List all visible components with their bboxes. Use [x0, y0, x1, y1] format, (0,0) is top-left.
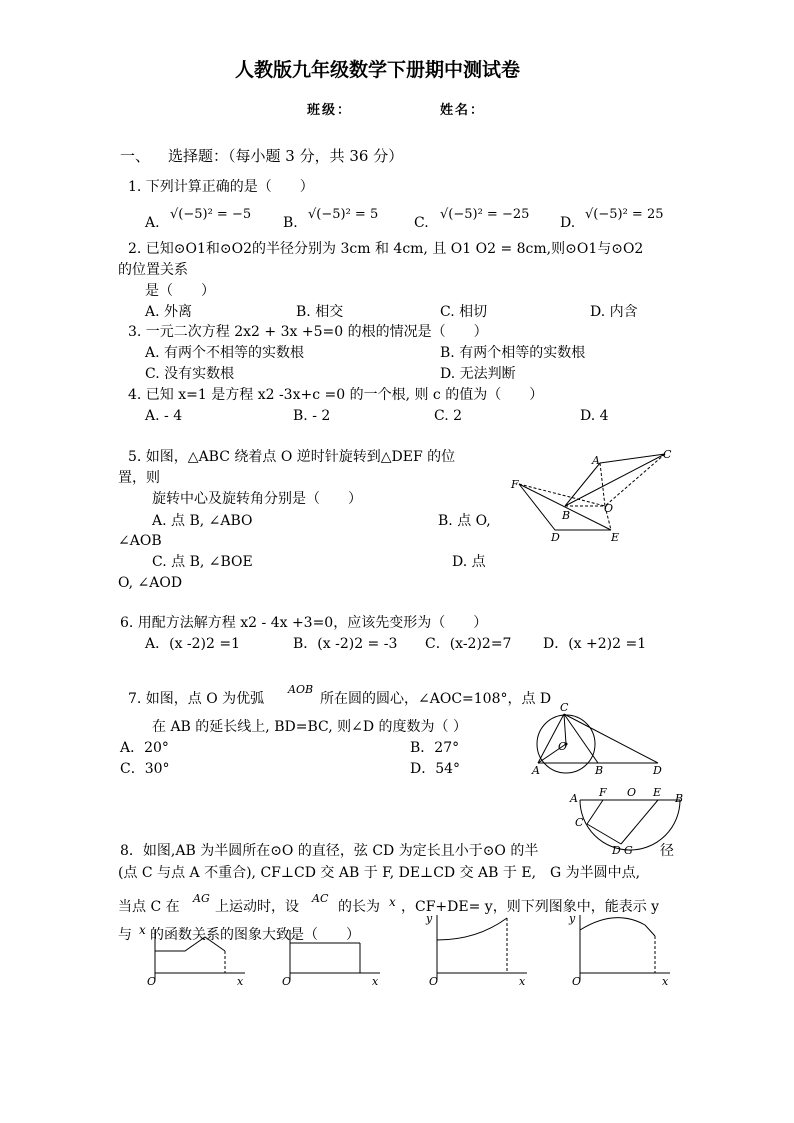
q3-option-d: D. 无法判断: [440, 366, 516, 382]
q8-var-x-2: x: [139, 923, 146, 937]
q5-line3: 旋转中心及旋转角分别是（ ）: [152, 491, 362, 507]
q2-option-c: C. 相切: [440, 304, 488, 320]
q5-label-a: A: [592, 454, 600, 467]
q6-stem: 6. 用配方法解方程 x2 - 4x +3=0，应该先变形为（ ）: [120, 615, 488, 631]
q1-stem: 1. 下列计算正确的是（ ）: [128, 179, 314, 195]
section-number: 一、: [120, 147, 151, 165]
q8-label-o: O: [627, 786, 637, 799]
q6-option-c: C．(x-2)2=7: [425, 636, 512, 652]
q7-option-b: B．27°: [410, 740, 460, 756]
q2-line2: 的位置关系: [118, 262, 188, 278]
q5-label-b: B: [562, 509, 571, 522]
q2-option-b: B. 相交: [296, 304, 344, 320]
q4-option-b: B. - 2: [293, 408, 331, 424]
q8-graph-d-y: y: [569, 912, 576, 925]
q6-option-a: A．(x -2)2 =1: [145, 636, 241, 652]
q8-graph-c-origin: O: [429, 975, 439, 988]
q1-option-b-letter: B.: [283, 215, 298, 231]
q8-graph-c-x: x: [519, 975, 526, 988]
q8-graph-c: [412, 910, 537, 990]
q3-option-b: B. 有两个相等的实数根: [440, 345, 586, 361]
q7-option-c: C．30°: [120, 761, 170, 777]
q8-line1: 8．如图,AB 为半圆所在⊙O 的直径，弦 CD 为定长且小于⊙O 的半: [120, 843, 539, 859]
q8-arc-ag: AG: [193, 892, 210, 905]
q8-graph-b-origin: O: [282, 975, 292, 988]
q2-line1: 2. 已知⊙O1和⊙O2的半径分别为 3cm 和 4cm, 且 O1 O2 = 8cm,则⊙O1与⊙O2: [128, 241, 644, 257]
q8-arc-ac: AC: [312, 892, 329, 905]
q8-graph-c-y: y: [426, 912, 433, 925]
q7-arc-label: AOB: [288, 683, 314, 696]
q8-line2: (点 C 与点 A 不重合), CF⊥CD 交 AB 于 F, DE⊥CD 交 AB 于 E, G 为半圆中点,: [118, 865, 641, 881]
q7-line1-start: 7. 如图，点 O 为优弧: [128, 691, 265, 707]
q8-label-c: C: [575, 816, 584, 829]
q1-option-c-letter: C.: [414, 215, 429, 231]
q4-stem: 4. 已知 x=1 是方程 x2 -3x+c =0 的一个根, 则 c 的值为（ ）: [128, 387, 544, 403]
q8-label-d: D: [612, 844, 621, 857]
q8-label-f: F: [599, 786, 607, 799]
q5-label-c: C: [663, 448, 672, 461]
q8-graph-a: [130, 925, 255, 990]
q8-graph-d: [555, 910, 680, 990]
q8-label-a: A: [570, 792, 578, 805]
q8-line4-b: 的函数关系的图象大致是（ ）: [150, 927, 360, 943]
q4-option-d: D. 4: [580, 408, 609, 424]
q8-graph-a-x: x: [237, 975, 244, 988]
class-label: 班级：: [307, 103, 353, 118]
q8-line3-b: 上运动时，设: [215, 899, 299, 915]
q8-line4-a: 与: [118, 927, 132, 943]
q8-line3-d: ，CF+DE= y，则下列图象中，能表示 y: [401, 899, 660, 915]
q8-line3-a: 当点 C 在: [118, 899, 180, 915]
section-heading: 选择题：（每小题 3 分，共 36 分）: [168, 147, 404, 165]
name-label: 姓名：: [440, 103, 486, 118]
q2-option-a: A. 外离: [145, 304, 193, 320]
q7-label-c: C: [560, 701, 569, 714]
q7-circle-figure: [528, 700, 678, 780]
q7-label-b: B: [595, 764, 604, 777]
q7-option-d: D．54°: [410, 761, 461, 777]
q7-line1-end: 所在圆的圆心，∠AOC=108°，点 D: [320, 691, 552, 707]
q5-option-d-cont: O, ∠AOD: [118, 575, 183, 591]
q2-option-d: D. 内含: [590, 304, 638, 320]
q5-line1: 5. 如图，△ABC 绕着点 O 逆时针旋转到△DEF 的位: [128, 449, 456, 465]
q6-option-d: D．(x +2)2 =1: [543, 636, 647, 652]
q8-graph-b-x: x: [372, 975, 379, 988]
q8-graph-d-x: x: [662, 975, 669, 988]
q7-label-a: A: [532, 764, 540, 777]
q2-line3: 是（ ）: [145, 283, 215, 299]
q8-line1-end: 径: [660, 843, 674, 859]
q1-option-d-expr: √(−5)² = 25: [585, 207, 664, 222]
q5-option-c: C. 点 B, ∠BOE: [152, 554, 253, 570]
q5-line2: 置，则: [118, 470, 160, 486]
q4-option-c: C. 2: [434, 408, 463, 424]
q8-graph-a-origin: O: [147, 975, 157, 988]
q4-option-a: A. - 4: [145, 408, 183, 424]
q7-option-a: A．20°: [120, 740, 169, 756]
q8-label-e: E: [653, 786, 662, 799]
q3-option-a: A. 有两个不相等的实数根: [145, 345, 305, 361]
q6-option-b: B．(x -2)2 = -3: [293, 636, 398, 652]
q8-line3-c: 的长为: [338, 899, 380, 915]
q7-label-o: O: [558, 740, 568, 753]
q5-option-a: A. 点 B, ∠ABO: [152, 513, 253, 529]
q8-label-b: B: [675, 792, 684, 805]
q5-label-o: O: [604, 502, 614, 515]
q8-label-g: G: [624, 844, 633, 857]
q5-label-e: E: [611, 531, 620, 544]
q1-option-b-expr: √(−5)² = 5: [308, 207, 379, 222]
q7-line2: 在 AB 的延长线上, BD=BC, 则∠D 的度数为（ ）: [152, 719, 467, 735]
page-title: 人教版九年级数学下册期中测试卷: [235, 59, 521, 81]
q1-option-d-letter: D.: [560, 215, 576, 231]
q5-label-f: F: [511, 478, 519, 491]
q3-stem: 3. 一元二次方程 2x2 + 3x +5=0 的根的情况是（ ）: [128, 324, 488, 340]
q3-option-c: C. 没有实数根: [145, 366, 235, 382]
q5-label-d: D: [551, 531, 560, 544]
q1-option-c-expr: √(−5)² = −25: [440, 207, 530, 222]
q8-graph-b: [265, 925, 390, 990]
q5-option-b: B. 点 O,: [438, 513, 491, 529]
q7-label-d: D: [653, 764, 662, 777]
q5-option-b-cont: ∠AOB: [118, 533, 162, 549]
q1-option-a-letter: A.: [145, 215, 160, 231]
q5-rotation-figure: [505, 446, 685, 546]
q1-option-a-expr: √(−5)² = −5: [170, 207, 252, 222]
q8-var-x-1: x: [389, 895, 396, 909]
q8-graph-d-origin: O: [572, 975, 582, 988]
q5-option-d: D. 点: [452, 554, 486, 570]
